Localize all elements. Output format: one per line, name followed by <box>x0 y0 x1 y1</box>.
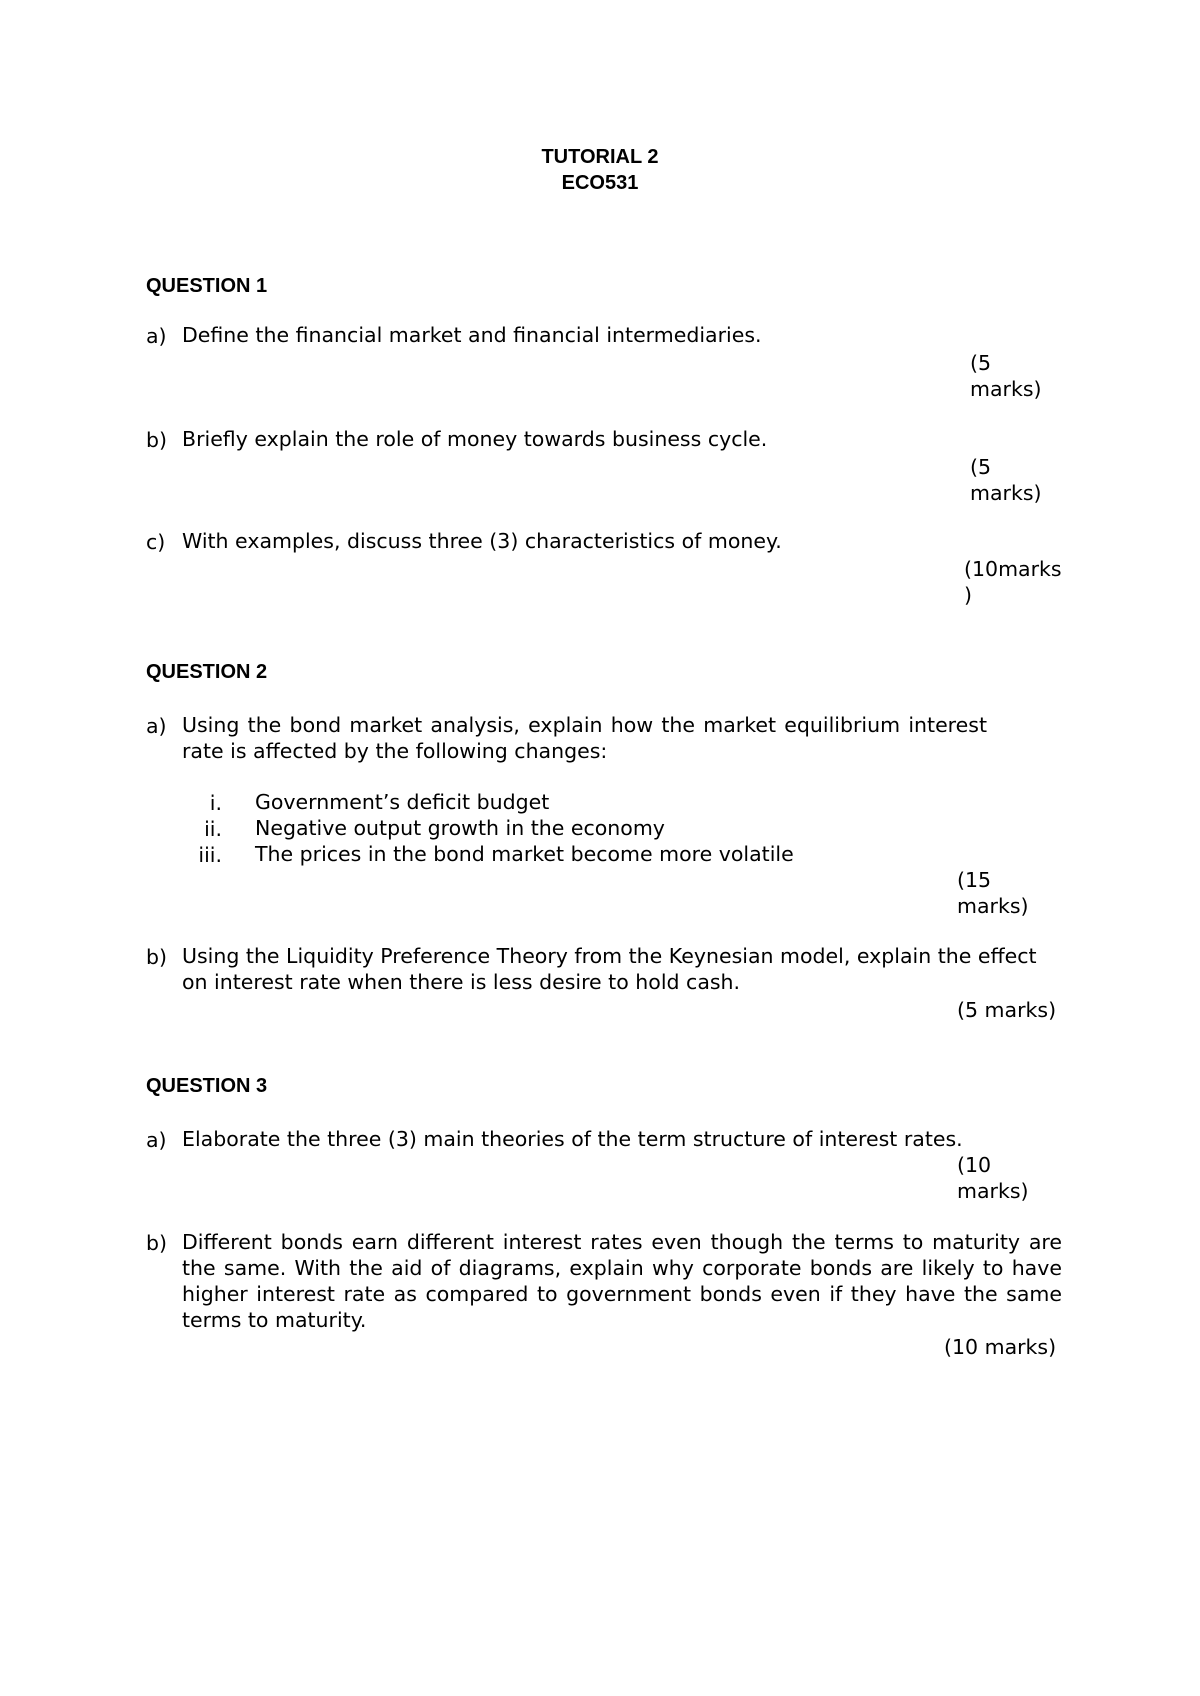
q1a-marks: (5 marks) <box>970 351 1042 401</box>
q2b-text: Using the Liquidity Preference Theory from the Keynesian model, explain the effect on interest rate when there is less desire to hold cash. <box>182 944 1037 994</box>
q2b-marks: (5 marks) <box>957 998 1057 1022</box>
document-title: TUTORIAL 2 <box>541 146 659 168</box>
q2a-item-3-number: iii. <box>198 843 222 867</box>
q1b-label: b) <box>146 428 168 452</box>
q3a-label: a) <box>146 1128 167 1152</box>
q3b-text: Different bonds earn different interest rates even though the terms to maturity are the same. With the aid of diagrams, explain why corporate bonds are likely to have higher interest rate as compared to government bonds even if they have the same terms to maturity. <box>182 1230 1062 1332</box>
course-code: ECO531 <box>561 172 639 194</box>
q3b-label: b) <box>146 1231 168 1255</box>
q1a-text: Define the financial market and financial intermediaries. <box>182 323 762 347</box>
q1c-label: c) <box>146 530 166 554</box>
question-2-heading: QUESTION 2 <box>146 661 268 683</box>
question-1-heading: QUESTION 1 <box>146 275 268 297</box>
q1a-label: a) <box>146 324 167 348</box>
q2a-item-2-number: ii. <box>204 817 222 841</box>
q2a-item-1: Government’s deficit budget <box>255 790 550 814</box>
q1c-text: With examples, discuss three (3) characteristics of money. <box>182 529 782 553</box>
q2a-item-2: Negative output growth in the economy <box>255 816 665 840</box>
q2b-label: b) <box>146 945 168 969</box>
q2a-text: Using the bond market analysis, explain how the market equilibrium interest rate is affected by the following changes: <box>182 713 987 763</box>
q3a-text: Elaborate the three (3) main theories of the term structure of interest rates. <box>182 1127 963 1151</box>
q2a-item-1-number: i. <box>209 791 222 815</box>
q1b-marks: (5 marks) <box>970 455 1042 505</box>
q1b-text: Briefly explain the role of money towards business cycle. <box>182 427 768 451</box>
q1c-marks: (10marks ) <box>964 557 1062 607</box>
q3b-marks: (10 marks) <box>944 1335 1057 1359</box>
q2a-marks: (15 marks) <box>957 868 1029 918</box>
q3a-marks: (10 marks) <box>957 1153 1029 1203</box>
q2a-label: a) <box>146 714 167 738</box>
question-3-heading: QUESTION 3 <box>146 1075 268 1097</box>
q2a-item-3: The prices in the bond market become more volatile <box>255 842 794 866</box>
